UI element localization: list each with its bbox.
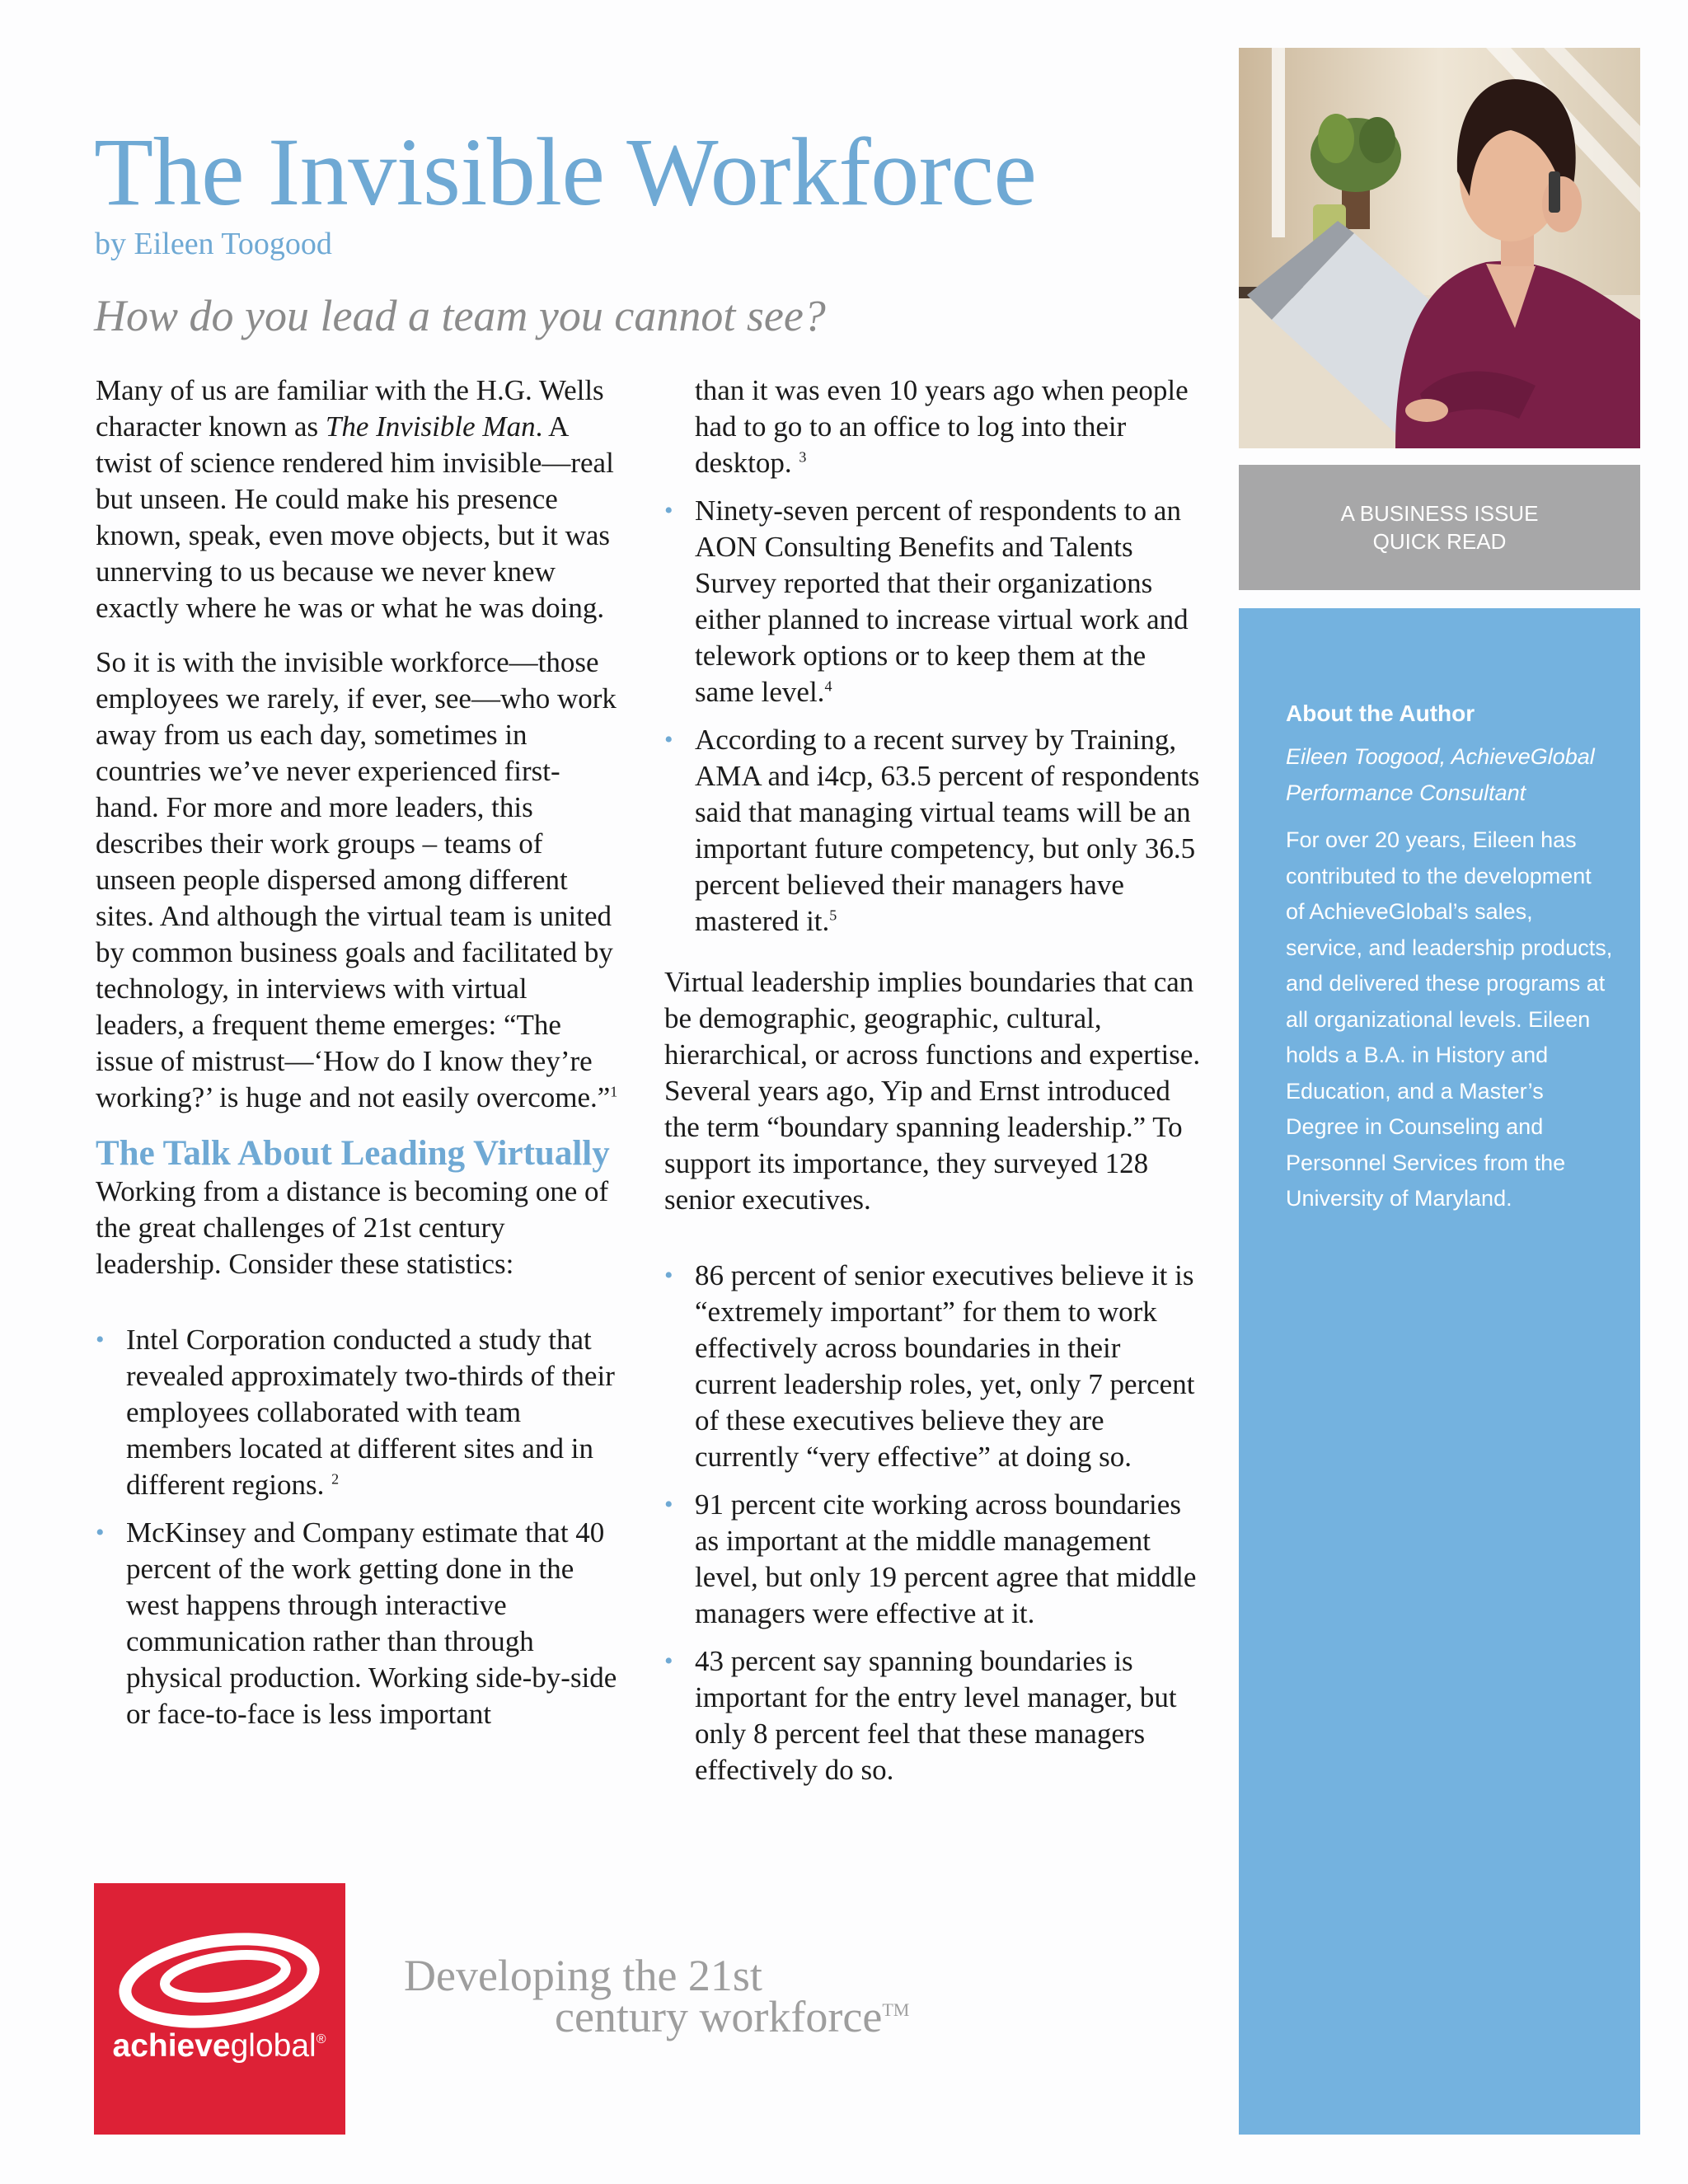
boundary-paragraph: Virtual leadership implies boundaries that can be demographic, geographic, cultural, hierarchical, or across functions and expertise. Several years ago, Yip and Ernst introduced the term “boundary spanning leadership.” To support its importance, they surveyed 128 senior executives. (664, 966, 1201, 1216)
footnote-ref: 1 (610, 1083, 618, 1100)
achieveglobal-logo (94, 1883, 345, 2135)
list-item: • Ninety-seven percent of respondents to an AON Consulting Benefits and Talents Survey reported that their organizations either planned to increase virtual work and telework options or to keep them at the same level.$^4$ (664, 494, 1189, 708)
intro-paragraph: Many of us are familiar with the H.G. Wells character known as The Invisible Man. A twist of science rendered him invisible—real but unseen. He could make his presence known, speak, even move objects, but it was unnerving to us because we never knew exactly where he was or what he was doing. (96, 374, 614, 624)
author-byline: by Eileen Toogood (95, 227, 332, 261)
author-photo (1239, 48, 1640, 448)
statistics-list (96, 1322, 623, 1732)
author-bio: For over 20 years, Eileen has contributed to the development of AchieveGlobal’s sales, service, and leadership products, and delivered these programs at all organizational levels. Eileen holds a B.A. in History and Education, and a Master’s Degree in Counseling and Personnel Services from the University of Maryland. (1286, 827, 1613, 1211)
tagline-line-2: century workforce™ (555, 1992, 910, 2041)
bullet-icon: • (664, 1262, 673, 1289)
list-item: • Intel Corporation conducted a study that revealed approximately two-thirds of their employees collaborated with team members located at different sites and in different regions. $^2$ (96, 1324, 615, 1501)
bullet-icon: • (664, 497, 673, 524)
tagline (404, 1951, 910, 2041)
trademark-mark: TM (882, 1999, 910, 2020)
footnote-ref: 3 (799, 448, 807, 466)
bullet-icon: • (664, 1647, 673, 1675)
swoosh-ring-icon (94, 1883, 345, 2135)
article-column-right (664, 373, 1208, 1800)
statistics-list-continued (664, 373, 1208, 940)
executive-stats-list (664, 1258, 1208, 1788)
article-column-left (96, 373, 623, 1744)
author-sidebar (1239, 608, 1640, 2135)
svg-text:achieveglobal®: achieveglobal® (112, 2028, 326, 2064)
page-subtitle: How do you lead a team you cannot see? (94, 291, 826, 340)
list-item: • 43 percent say spanning boundaries is important for the entry level manager, but only 8 percent feel that these managers effectively do so. (664, 1645, 1177, 1786)
sidebar-heading: About the Author (1286, 701, 1475, 726)
footnote-ref: 5 (829, 907, 837, 924)
tagline-line-1: Developing the 21st (404, 1951, 762, 2000)
list-item-continuation: than it was even 10 years ago when people had to go to an office to log into their desktop. $^3$ (695, 374, 1189, 479)
bullet-icon: • (664, 726, 673, 753)
stats-intro-paragraph: Working from a distance is becoming one of the great challenges of 21st century leadership. Consider these statistics: (96, 1175, 609, 1280)
list-item: • According to a recent survey by Training, AMA and i4cp, 63.5 percent of respondents said that managing virtual teams will be an important future competency, but only 36.5 percent believed their managers have mastered it.$^5$ (664, 724, 1200, 937)
page-title: The Invisible Workforce (94, 118, 1037, 226)
list-item: • 86 percent of senior executives believe it is “extremely important” for them to work effectively across boundaries in their current leadership roles, yet, only 7 percent of these executives believe they are currently “very effective” at doing so. (664, 1259, 1195, 1473)
bullet-icon: • (96, 1326, 105, 1353)
workforce-paragraph: So it is with the invisible workforce—those employees we rarely, if ever, see—who work away from us each day, sometimes in countries we’ve never experienced first-hand. For more and more leaders, this describes their work groups – teams of unseen people dispersed among different sites. And although the virtual team is united by common business goals and facilitated by technology, in interviews with virtual leaders, a frequent theme emerges: “The issue of mistrust—‘How do I know they’re working?’ is huge and not easily overcome.”$^1$ (96, 646, 618, 1113)
bullet-icon: • (96, 1519, 105, 1546)
author-role: Eileen Toogood, AchieveGlobal Performance Consultant (1286, 744, 1595, 805)
business-issue-badge: A BUSINESS ISSUE QUICK READ (1239, 465, 1640, 590)
footnote-ref: 4 (824, 677, 832, 695)
bullet-icon: • (664, 1491, 673, 1518)
list-item: • McKinsey and Company estimate that 40 percent of the work getting done in the west happens through interactive communication rather than through physical production. Working side-by-side or face-to-face is less important (96, 1516, 617, 1730)
list-item: • 91 percent cite working across boundaries as important at the middle management level, but only 19 percent agree that middle managers were effective at it. (664, 1488, 1197, 1629)
footnote-ref: 2 (331, 1470, 340, 1488)
book-title: The Invisible Man (325, 410, 536, 443)
section-heading: The Talk About Leading Virtually (96, 1134, 610, 1173)
